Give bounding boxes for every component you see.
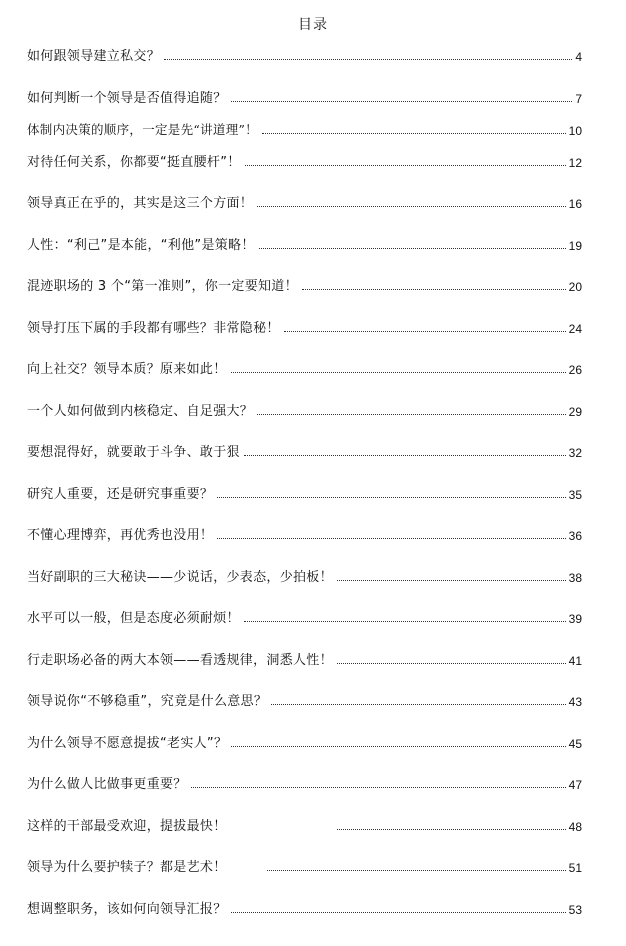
toc-entry[interactable] <box>27 687 582 709</box>
toc-entry-page: 43 <box>568 695 582 709</box>
toc-entry[interactable] <box>27 812 582 834</box>
toc-entry-title: 一个人如何做到内核稳定、自足强大？ <box>27 404 254 419</box>
toc-entry-page: 7 <box>575 92 582 106</box>
toc-entry[interactable] <box>27 895 582 917</box>
toc-entry-page: 24 <box>568 322 582 336</box>
toc-entry-page: 16 <box>568 197 582 211</box>
toc-entry-title: 体制内决策的顺序，一定是先“讲道理”！ <box>27 122 258 137</box>
toc-entry[interactable] <box>27 84 582 106</box>
dot-leader <box>245 164 566 166</box>
toc-entry-title: 向上社交？领导本质？原来如此！ <box>27 362 227 377</box>
toc-entry-title: 为什么领导不愿意提拔“老实人”？ <box>27 736 228 751</box>
toc-entry-title: 为什么做人比做事更重要？ <box>27 777 187 792</box>
toc-entry[interactable] <box>27 438 582 460</box>
toc-entry-title: 混迹职场的 3 个“第一准则”，你一定要知道！ <box>27 279 298 294</box>
toc-entry-title: 如何跟领导建立私交？ <box>27 49 161 64</box>
toc-entry[interactable] <box>27 355 582 377</box>
toc-entry-page: 29 <box>568 405 582 419</box>
dot-leader <box>217 496 565 498</box>
toc-entry-page: 10 <box>568 124 582 138</box>
toc-entry[interactable] <box>27 272 582 294</box>
toc-entry[interactable] <box>27 116 582 138</box>
toc-entry-page: 36 <box>568 529 582 543</box>
dot-leader <box>164 58 572 60</box>
toc-entry[interactable] <box>27 521 582 543</box>
dot-leader <box>337 828 566 830</box>
toc-entry-title: 领导真正在乎的，其实是这三个方面！ <box>27 196 254 211</box>
toc-entry-page: 53 <box>568 903 582 917</box>
dot-leader <box>337 579 566 581</box>
dot-leader <box>302 288 566 290</box>
toc-entry-page: 4 <box>575 50 582 64</box>
toc-entry[interactable] <box>27 770 582 792</box>
toc-entry-page: 41 <box>568 654 582 668</box>
toc-entry-title: 对待任何关系，你都要“挺直腰杆”！ <box>27 155 241 170</box>
toc-entry-page: 48 <box>568 820 582 834</box>
toc-entry-title: 要想混得好，就要敢于斗争、敢于狠 <box>27 445 240 460</box>
dot-leader <box>257 413 566 415</box>
toc-entry-title: 研究人重要，还是研究事重要？ <box>27 487 214 502</box>
toc-entry-page: 35 <box>568 488 582 502</box>
toc-entry-title: 领导打压下属的手段都有哪些？非常隐秘！ <box>27 321 280 336</box>
toc-entry[interactable] <box>27 42 582 64</box>
toc-entry[interactable] <box>27 148 582 170</box>
dot-leader <box>231 911 566 913</box>
toc-entry-page: 12 <box>568 156 582 170</box>
dot-leader <box>244 454 566 456</box>
toc-entry-title: 行走职场必备的两大本领——看透规律，洞悉人性！ <box>27 653 333 668</box>
toc-entry-page: 51 <box>568 861 582 875</box>
dot-leader <box>337 662 566 664</box>
toc-entry-title: 领导说你“不够稳重”，究竟是什么意思？ <box>27 694 268 709</box>
toc-entry[interactable] <box>27 604 582 626</box>
toc-entry-title: 这样的干部最受欢迎，提拔最快！ <box>27 819 227 834</box>
toc-entry[interactable] <box>27 853 582 875</box>
toc-entry-page: 47 <box>568 778 582 792</box>
dot-leader <box>257 205 566 207</box>
toc-entry-title: 当好副职的三大秘诀——少说话，少表态，少拍板！ <box>27 570 333 585</box>
toc-entry-title: 水平可以一般，但是态度必须耐烦！ <box>27 611 240 626</box>
dot-leader <box>271 703 565 705</box>
toc-entry[interactable] <box>27 729 582 751</box>
toc-entry-title: 不懂心理博弈，再优秀也没用！ <box>27 528 214 543</box>
toc-entry[interactable] <box>27 314 582 336</box>
toc-entry-page: 32 <box>568 446 582 460</box>
dot-leader <box>231 371 566 373</box>
dot-leader <box>231 745 565 747</box>
toc-entry[interactable] <box>27 480 582 502</box>
toc-entry[interactable] <box>27 563 582 585</box>
dot-leader <box>259 247 566 249</box>
toc-entry-page: 26 <box>568 363 582 377</box>
toc-entry-page: 19 <box>568 239 582 253</box>
toc-entry-title: 领导为什么要护犊子？都是艺术！ <box>27 860 227 875</box>
toc-entry[interactable] <box>27 646 582 668</box>
toc-entry[interactable] <box>27 397 582 419</box>
toc-entry-page: 45 <box>568 737 582 751</box>
dot-leader <box>217 537 565 539</box>
dot-leader <box>267 869 566 871</box>
dot-leader <box>191 786 566 788</box>
dot-leader <box>231 100 573 102</box>
toc-entry[interactable] <box>27 189 582 211</box>
toc-entry[interactable] <box>27 231 582 253</box>
page-title: 目录 <box>298 17 328 33</box>
toc-entry-title: 想调整职务，该如何向领导汇报？ <box>27 902 227 917</box>
toc-entry-page: 38 <box>568 571 582 585</box>
toc-entry-page: 20 <box>568 280 582 294</box>
dot-leader <box>284 330 566 332</box>
dot-leader <box>244 620 566 622</box>
toc-entry-title: 如何判断一个领导是否值得追随？ <box>27 91 227 106</box>
toc-entry-page: 39 <box>568 612 582 626</box>
toc-entry-title: 人性：“利己”是本能，“利他”是策略！ <box>27 238 255 253</box>
dot-leader <box>262 132 566 134</box>
